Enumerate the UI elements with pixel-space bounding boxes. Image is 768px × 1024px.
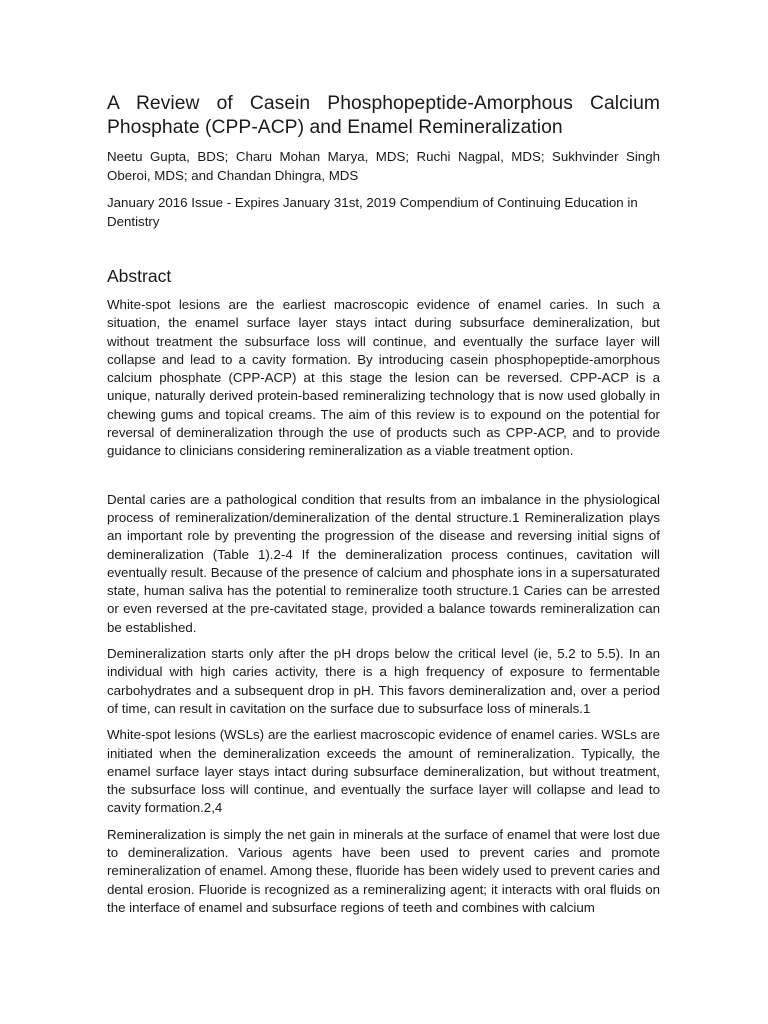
article-authors: Neetu Gupta, BDS; Charu Mohan Marya, MDS; Ruchi Nagpal, MDS; Sukhvinder Singh Oberoi, MDS; and Chandan Dhingra, MDS [107,149,660,183]
body-paragraph: Dental caries are a pathological condition that results from an imbalance in the physiological process of remineralization/demineralization of the dental structure.1 Remineralization plays an important role by preventing the progression of the disease and reversing initial signs of demineralization (Table 1).2-4 If the demineralization process continues, cavitation will eventually result. Because of the presence of calcium and phosphate ions in a supersaturated state, human saliva has the potential to remineralize tooth structure.1 Caries can be arrested or even reversed at the pre-cavitated stage, provided a balance towards remineralization can be established. [107,491,660,635]
body-paragraph: Demineralization starts only after the pH drops below the critical level (ie, 5.2 to 5.5). In an individual with high caries activity, there is a high frequency of exposure to fermentable carbohydrates and a subsequent drop in pH. This favors demineralization and, over a period of time, can result in cavitation on the surface due to subsurface loss of minerals.1 [107,646,660,716]
article-body [107,491,660,918]
body-paragraph: Remineralization is simply the net gain in minerals at the surface of enamel that were lost due to demineralization. Various agents have been used to prevent caries and promote remineralization of enamel. Among these, fluoride has been widely used to prevent caries and dental erosion. Fluoride is recognized as a remineralizing agent; it interacts with oral fluids on the interface of enamel and subsurface regions of teeth and combines with calcium [107,826,660,915]
article-title: A Review of Casein Phosphopeptide-Amorphous Calcium Phosphate (CPP-ACP) and Enamel Remineralization [107,93,660,138]
abstract-heading: Abstract [107,266,172,286]
abstract-text: White-spot lesions are the earliest macroscopic evidence of enamel caries. In such a situation, the enamel surface layer stays intact during subsurface demineralization, but without treatment the subsurface loss will continue, and eventually the surface layer will collapse and lead to a cavity formation. By introducing casein phosphopeptide-amorphous calcium phosphate (CPP-ACP) at this stage the lesion can be reversed. CPP-ACP is a unique, naturally derived protein-based remineralizing technology that is now used globally in chewing gums and topical creams. The aim of this review is to expound on the potential for reversal of demineralization through the use of products such as CPP-ACP, and to provide guidance to clinicians considering remineralization as a viable treatment option. [107,297,660,459]
issue-info: January 2016 Issue - Expires January 31st, 2019 Compendium of Continuing Education in Dentistry [107,195,638,229]
body-paragraph: White-spot lesions (WSLs) are the earliest macroscopic evidence of enamel caries. WSLs are initiated when the demineralization exceeds the amount of remineralization. Typically, the enamel surface layer stays intact during subsurface demineralization, but without treatment, the subsurface loss will continue, and eventually the surface layer will collapse and lead to cavity formation.2,4 [107,727,660,816]
